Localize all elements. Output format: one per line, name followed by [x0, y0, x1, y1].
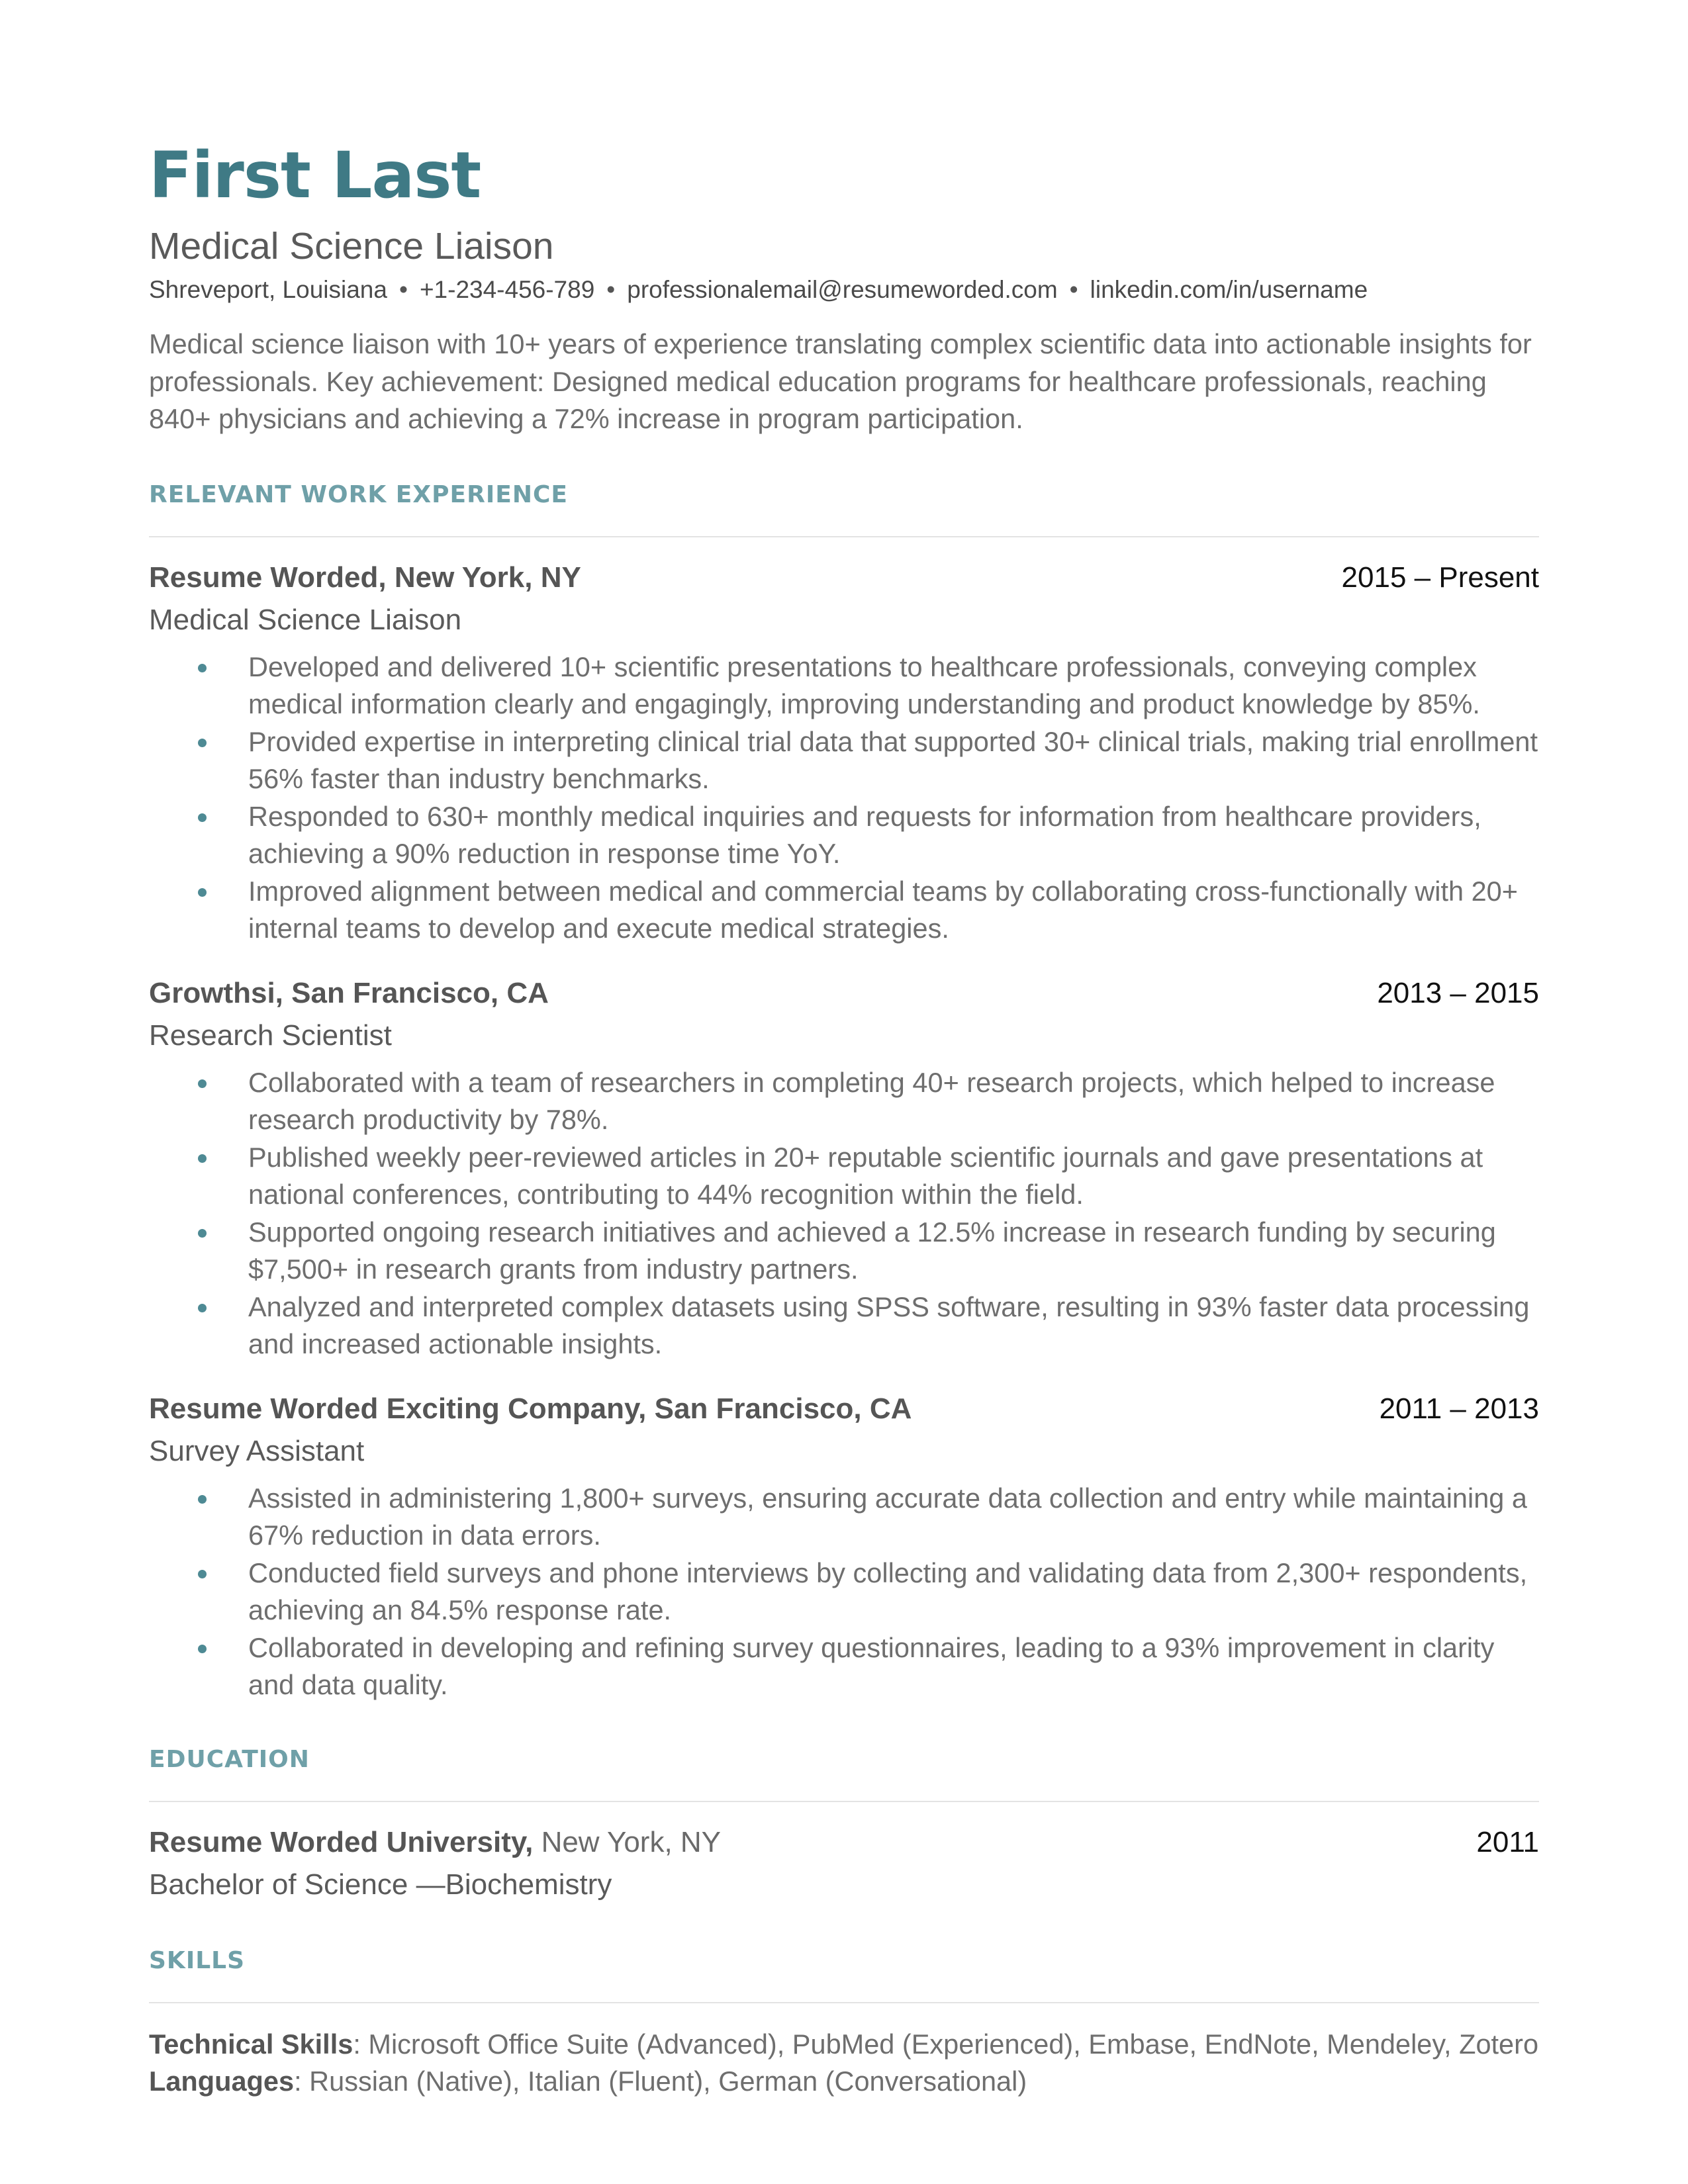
bullet-dot-icon: [198, 1495, 207, 1504]
bullet-item: [248, 1555, 1539, 1629]
job-company: Growthsi, San Francisco, CA: [149, 976, 549, 1009]
job-dates: 2011 – 2013: [1379, 1392, 1539, 1425]
job-role: Survey Assistant: [149, 1434, 365, 1467]
contact-separator: •: [399, 276, 408, 303]
candidate-name: First Last: [149, 138, 481, 212]
bullet-text: Collaborated in developing and refining survey questionnaires, leading to a 93% improvement in clarity and data quality.: [248, 1631, 1495, 1700]
job-role: Medical Science Liaison: [149, 603, 462, 636]
bullet-text: Responded to 630+ monthly medical inquiries and requests for information from healthcare providers, achieving a 90% reduction in response time YoY.: [248, 800, 1481, 869]
contact-separator: •: [1069, 276, 1078, 303]
bullet-dot-icon: [198, 1079, 207, 1088]
education-city: New York, NY: [541, 1825, 722, 1858]
section-heading-education: EDUCATION: [149, 1745, 310, 1773]
skills-languages: [149, 2063, 1539, 2101]
bullet-item: [248, 1289, 1539, 1363]
bullet-dot-icon: [198, 813, 207, 822]
candidate-title: Medical Science Liaison: [149, 225, 554, 267]
job-entry: [149, 974, 1539, 1363]
bullet-text: Conducted field surveys and phone interviews by collecting and validating data from 2,300+ respondents, achieving an 84.5% response rate.: [248, 1557, 1528, 1625]
bullet-text: Supported ongoing research initiatives and achieved a 12.5% increase in research funding by securing $7,500+ in research grants from industry partners.: [248, 1216, 1496, 1285]
skills-technical: [149, 2026, 1539, 2064]
section-heading-skills: SKILLS: [149, 1946, 246, 1974]
bullet-dot-icon: [198, 1229, 207, 1238]
summary-paragraph: Medical science liaison with 10+ years of experience translating complex scientific data into actionable insights for professionals. Key achievement: Designed medical education programs for healthcare professionals, reaching 840+ physicians and achieving a 72% increase in program participation.: [149, 328, 1532, 434]
bullet-dot-icon: [198, 739, 207, 747]
bullet-dot-icon: [198, 1304, 207, 1312]
bullet-text: Improved alignment between medical and commercial teams by collaborating cross-functionally with 20+ internal teams to develop and execute medical strategies.: [248, 875, 1518, 944]
bullet-item: [248, 1214, 1539, 1289]
contact-linkedin[interactable]: linkedin.com/in/username: [1090, 276, 1368, 303]
section-heading-experience: RELEVANT WORK EXPERIENCE: [149, 480, 568, 508]
bullet-item: [248, 873, 1539, 948]
bullet-dot-icon: [198, 888, 207, 897]
bullet-text: Developed and delivered 10+ scientific presentations to healthcare professionals, conveying complex medical information clearly and engagingly, improving understanding and product knowledge by 85%.: [248, 651, 1480, 719]
bullet-text: Analyzed and interpreted complex datasets using SPSS software, resulting in 93% faster data processing and increased actionable insights.: [248, 1291, 1530, 1359]
bullet-item: [248, 1064, 1539, 1139]
job-header: [149, 559, 1539, 597]
job-bullets: [149, 1064, 1539, 1363]
skills-technical-value: : Microsoft Office Suite (Advanced), PubMed (Experienced), Embase, EndNote, Mendeley, Zotero: [353, 2028, 1539, 2060]
education-header: [149, 1823, 1539, 1862]
skills-technical-label: Technical Skills: [149, 2028, 353, 2060]
bullet-dot-icon: [198, 1570, 207, 1578]
bullet-dot-icon: [198, 1645, 207, 1653]
bullet-item: [248, 1480, 1539, 1555]
skills-languages-label: Languages: [149, 2066, 295, 2097]
job-company: Resume Worded, New York, NY: [149, 561, 581, 594]
job-dates: 2015 – Present: [1341, 561, 1539, 594]
education-entry: [149, 1823, 1539, 1904]
education-school: Resume Worded University,: [149, 1825, 534, 1858]
bullet-item: [248, 798, 1539, 873]
bullet-dot-icon: [198, 1154, 207, 1163]
contact-line: [149, 274, 1539, 306]
bullet-text: Provided expertise in interpreting clinical trial data that supported 30+ clinical trials, making trial enrollment 56% faster than industry benchmarks.: [248, 725, 1538, 794]
bullet-item: [248, 1629, 1539, 1704]
contact-separator: •: [606, 276, 616, 303]
bullet-text: Collaborated with a team of researchers in completing 40+ research projects, which helped to increase research productivity by 78%.: [248, 1066, 1495, 1135]
job-company: Resume Worded Exciting Company, San Francisco, CA: [149, 1392, 912, 1425]
section-divider: [149, 2002, 1539, 2003]
contact-phone: +1-234-456-789: [419, 276, 595, 303]
job-header: [149, 974, 1539, 1013]
bullet-item: [248, 649, 1539, 723]
job-header: [149, 1390, 1539, 1428]
section-divider: [149, 1801, 1539, 1802]
contact-location: Shreveport, Louisiana: [149, 276, 387, 303]
bullet-text: Published weekly peer-reviewed articles in 20+ reputable scientific journals and gave presentations at national conferences, contributing to 44% recognition within the field.: [248, 1141, 1483, 1210]
job-role: Research Scientist: [149, 1019, 392, 1052]
bullet-text: Assisted in administering 1,800+ surveys, ensuring accurate data collection and entry while maintaining a 67% reduction in data errors.: [248, 1482, 1527, 1551]
job-bullets: [149, 649, 1539, 948]
job-dates: 2013 – 2015: [1377, 976, 1539, 1009]
bullet-dot-icon: [198, 664, 207, 672]
section-divider: [149, 536, 1539, 537]
skills-languages-value: : Russian (Native), Italian (Fluent), German (Conversational): [294, 2066, 1027, 2097]
job-entry: [149, 559, 1539, 948]
bullet-item: [248, 1139, 1539, 1214]
education-year: 2011: [1476, 1825, 1539, 1858]
bullet-item: [248, 723, 1539, 798]
education-degree: Bachelor of Science —Biochemistry: [149, 1868, 612, 1901]
skills-block: [149, 2026, 1539, 2101]
job-entry: [149, 1390, 1539, 1704]
job-bullets: [149, 1480, 1539, 1704]
contact-email[interactable]: professionalemail@resumeworded.com: [627, 276, 1058, 303]
